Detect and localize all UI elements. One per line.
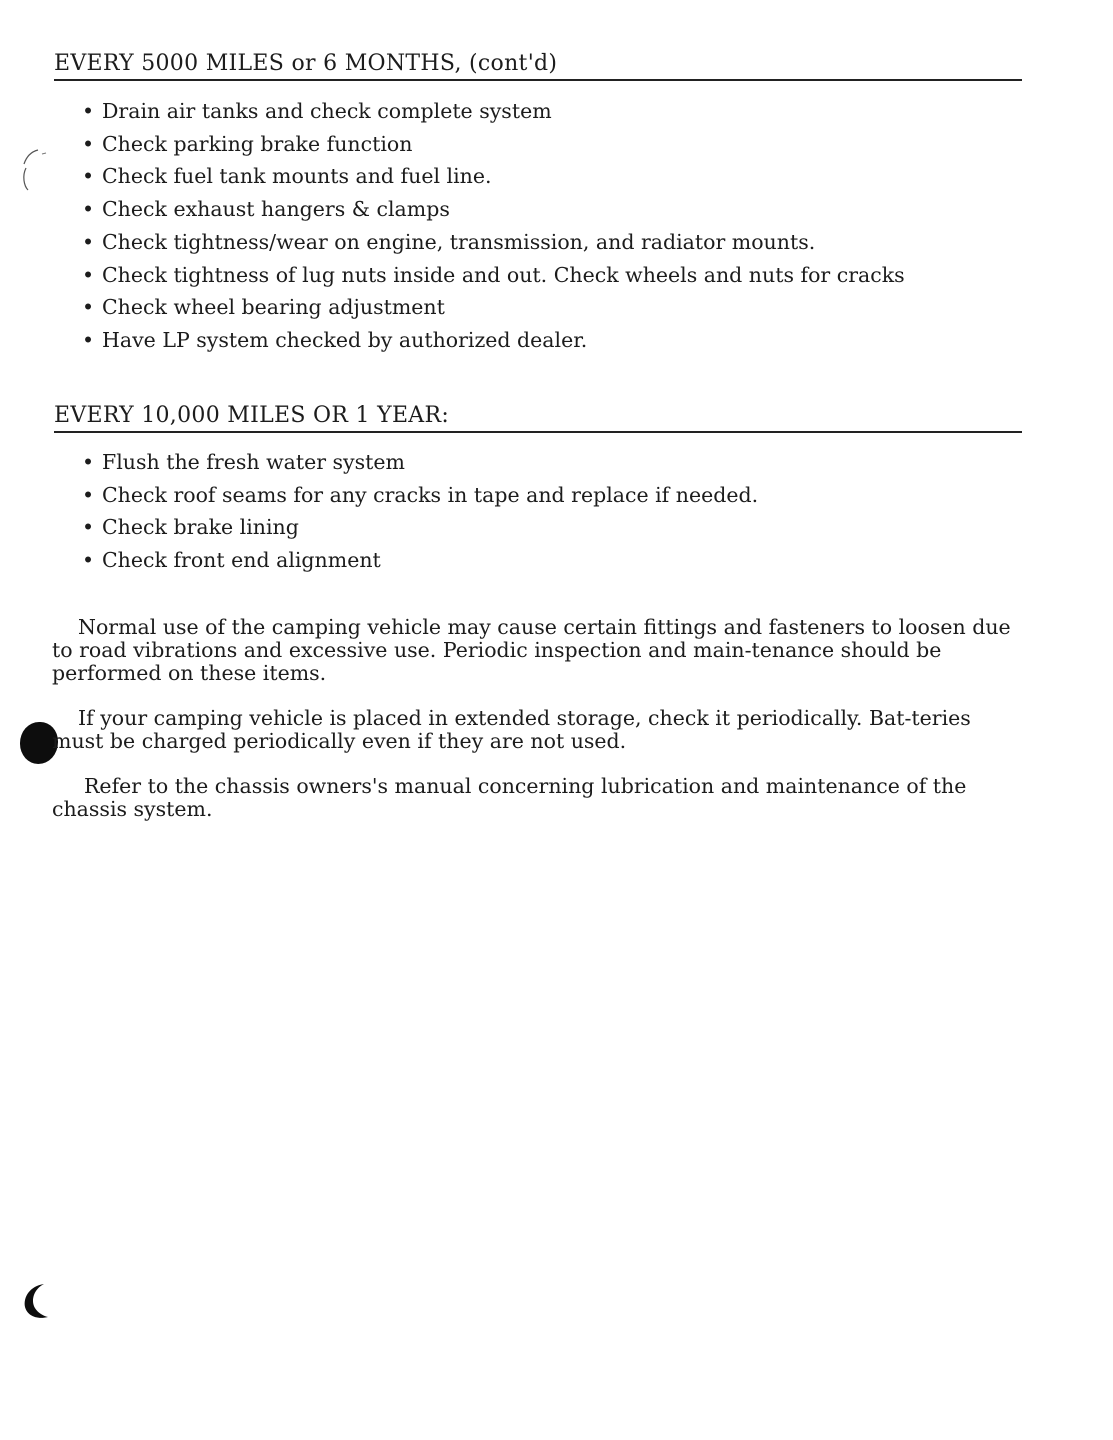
section-heading-5000-miles: EVERY 5000 MILES or 6 MONTHS, (cont'd) — [54, 52, 1022, 81]
list-item: • Check roof seams for any cracks in tape and replace if needed. — [80, 479, 758, 512]
list-item: • Check front end alignment — [80, 544, 758, 577]
checklist-5000-miles — [80, 95, 905, 357]
list-item: • Have LP system checked by authorized dealer. — [80, 324, 905, 357]
checklist-10000-miles — [80, 446, 758, 577]
bullet-icon: • — [82, 262, 95, 287]
bullet-icon: • — [82, 450, 95, 474]
list-item: • Check tightness of lug nuts inside and out. Check wheels and nuts for cracks — [80, 259, 905, 292]
list-item: • Flush the fresh water system — [80, 446, 758, 479]
bullet-icon: • — [82, 327, 95, 352]
list-item: • Check parking brake function — [80, 128, 905, 161]
margin-pen-mark — [16, 140, 52, 200]
bullet-icon: • — [82, 197, 95, 222]
paragraph-normal-use: Normal use of the camping vehicle may cause certain fittings and fasteners to loosen due to road vibrations and excessive use. Periodic inspection and main-tenance should be performed on these items. — [52, 615, 1011, 685]
list-item: • Check brake lining — [80, 511, 758, 544]
bullet-icon: • — [82, 515, 95, 540]
list-item: • Check wheel bearing adjustment — [80, 291, 905, 324]
binder-hole-crescent — [20, 1281, 58, 1321]
bullet-icon: • — [82, 295, 95, 320]
bullet-icon: • — [82, 229, 95, 254]
paragraph-chassis-manual: Refer to the chassis owners's manual concerning lubrication and maintenance of the chassis system. — [52, 774, 967, 821]
bullet-icon: • — [82, 164, 95, 189]
list-item: • Check exhaust hangers & clamps — [80, 193, 905, 226]
bullet-icon: • — [82, 482, 95, 507]
section-heading-10000-miles: EVERY 10,000 MILES OR 1 YEAR: — [54, 404, 1022, 433]
bullet-icon: • — [82, 548, 95, 573]
bullet-icon: • — [82, 131, 95, 156]
list-item: • Drain air tanks and check complete system — [80, 95, 905, 128]
paragraph-extended-storage: If your camping vehicle is placed in extended storage, check it periodically. Bat-teries must be charged periodically even if they are not used. — [52, 706, 971, 753]
bullet-icon: • — [82, 99, 95, 123]
list-item: • Check tightness/wear on engine, transmission, and radiator mounts. — [80, 226, 905, 259]
list-item: • Check fuel tank mounts and fuel line. — [80, 160, 905, 193]
